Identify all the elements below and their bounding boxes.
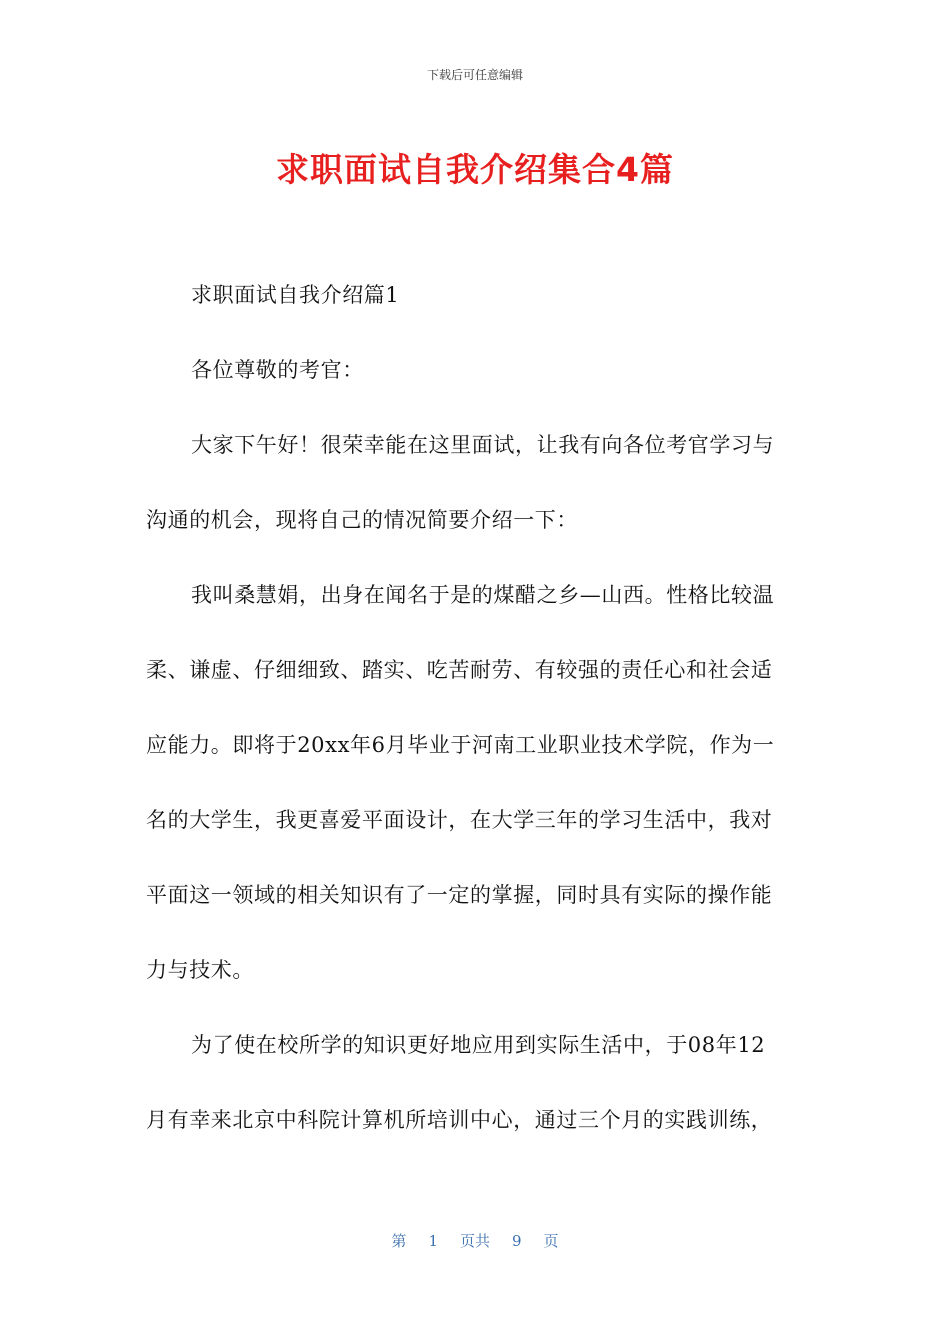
page-prefix: 第 xyxy=(391,1232,407,1250)
text-line: 求职面试自我介绍篇1 xyxy=(191,283,400,307)
text-line: 名的大学生，我更喜爱平面设计，在大学三年的学习生活中，我对 xyxy=(146,808,773,832)
paragraph-section-heading xyxy=(146,277,806,315)
text-line: 我叫桑慧娟，出身在闻名于是的煤醋之乡—山西。性格比较温 xyxy=(191,583,775,607)
text-line: 沟通的机会，现将自己的情况简要介绍一下： xyxy=(146,508,578,532)
text-line: 大家下午好！很荣幸能在这里面试，让我有向各位考官学习与 xyxy=(191,433,775,457)
text-line: 力与技术。 xyxy=(146,958,254,982)
text-line: 平面这一领域的相关知识有了一定的掌握，同时具有实际的操作能 xyxy=(146,883,773,907)
text-line: 各位尊敬的考官： xyxy=(191,358,364,382)
page-footer xyxy=(0,1230,950,1251)
page-header-note: 下载后可任意编辑 xyxy=(426,68,523,82)
text-line: 月有幸来北京中科院计算机所培训中心，通过三个月的实践训练， xyxy=(146,1108,773,1132)
document-title: 求职面试自我介绍集合4篇 xyxy=(276,150,674,189)
total-pages-number: 9 xyxy=(512,1232,522,1250)
current-page-number: 1 xyxy=(428,1232,438,1250)
document-body xyxy=(146,277,806,1140)
text-line: 柔、谦虚、仔细细致、踏实、吃苦耐劳、有较强的责任心和社会适 xyxy=(146,658,773,682)
text-line: 应能力。即将于20xx年6月毕业于河南工业职业技术学院，作为一 xyxy=(146,733,775,757)
paragraph-greeting xyxy=(146,427,806,540)
text-line: 为了使在校所学的知识更好地应用到实际生活中，于08年12 xyxy=(191,1033,766,1057)
paragraph-training xyxy=(146,1027,806,1140)
page-middle: 页共 xyxy=(459,1232,490,1250)
page-suffix: 页 xyxy=(543,1232,559,1250)
paragraph-salutation xyxy=(146,352,806,390)
paragraph-self-intro xyxy=(146,577,806,990)
